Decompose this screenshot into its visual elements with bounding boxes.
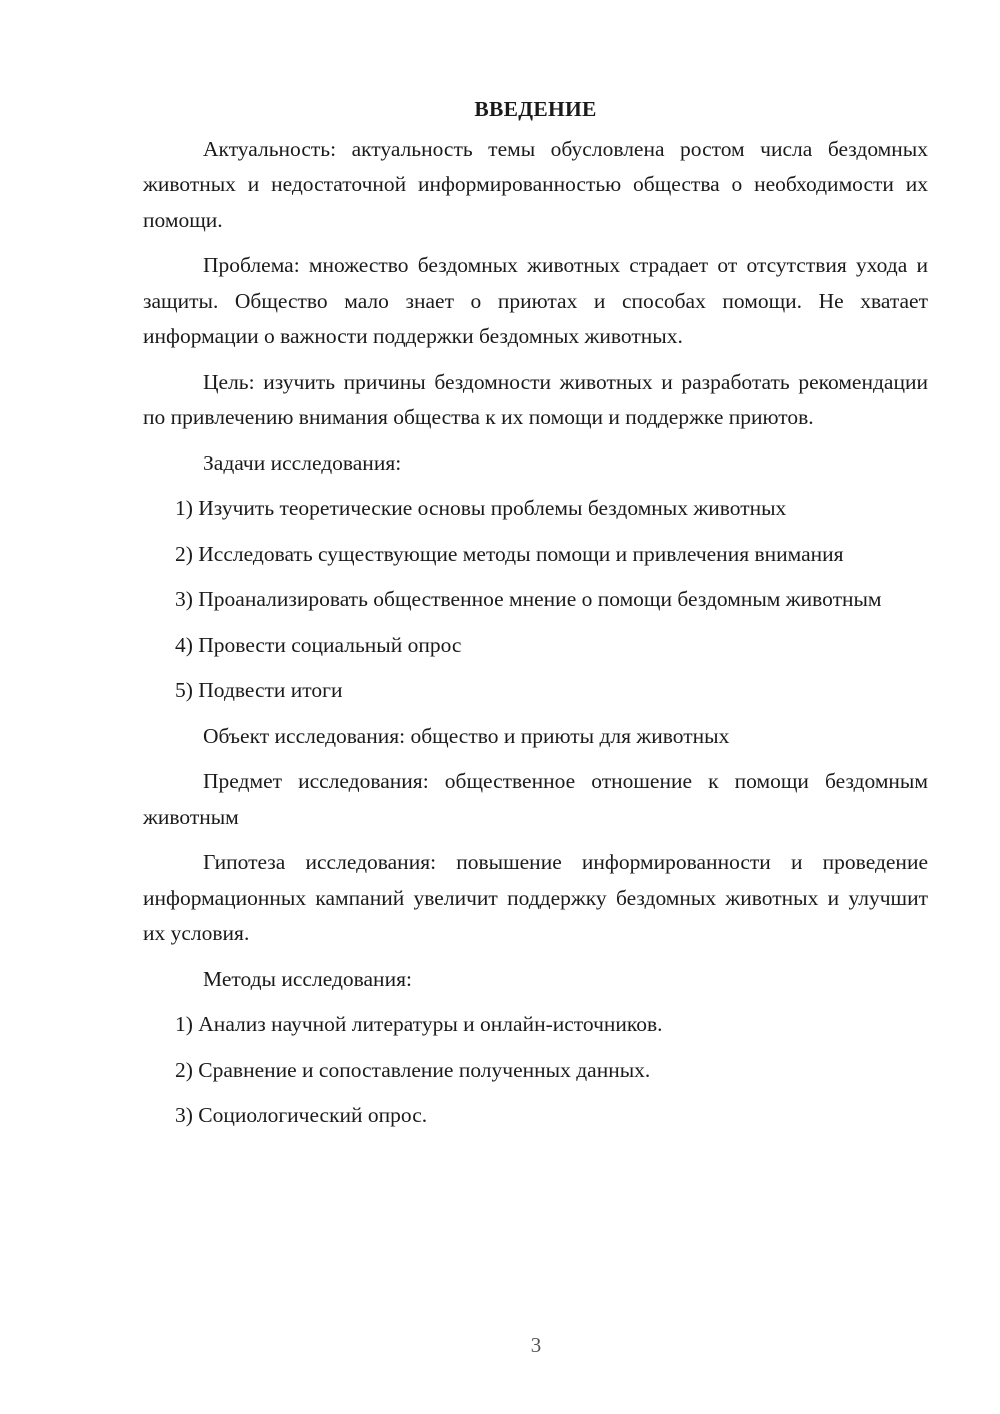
document-page: [143, 92, 928, 1144]
method-item-3: 3) Социологический опрос.: [175, 1103, 428, 1127]
paragraph-problem: Проблема: множество бездомных животных страдает от отсутствия ухода и защиты. Общество мало знает о приютах и способах помощи. Не хватает информации о важности поддержки бездомных животных.: [143, 253, 928, 348]
paragraph-relevance: Актуальность: актуальность темы обусловлена ростом числа бездомных животных и недостаточной информированностью общества о необходимости их помощи.: [143, 136, 928, 232]
section-heading: ВВЕДЕНИЕ: [474, 97, 597, 121]
task-item-4: 4) Провести социальный опрос: [175, 632, 462, 657]
page-number: 3: [530, 1333, 542, 1357]
methods-heading: Методы исследования:: [203, 966, 412, 991]
task-item-2: 2) Исследовать существующие методы помощи и привлечения внимания: [175, 541, 844, 566]
tasks-heading: Задачи исследования:: [203, 450, 402, 475]
paragraph-goal: Цель: изучить причины бездомности животных и разработать рекомендации по привлечению внимания общества к их помощи и поддержке приютов.: [143, 369, 928, 429]
method-item-2: 2) Сравнение и сопоставление полученных данных.: [175, 1057, 651, 1082]
method-item-1: 1) Анализ научной литературы и онлайн-источников.: [175, 1012, 663, 1036]
paragraph-subject: Предмет исследования: общественное отношение к помощи бездомным животным: [143, 769, 928, 829]
paragraph-object: Объект исследования: общество и приюты для животных: [203, 723, 730, 748]
task-item-5: 5) Подвести итоги: [175, 678, 343, 702]
task-item-3: 3) Проанализировать общественное мнение о помощи бездомным животным: [175, 587, 882, 611]
task-item-1: 1) Изучить теоретические основы проблемы бездомных животных: [175, 496, 787, 520]
paragraph-hypothesis: Гипотеза исследования: повышение информированности и проведение информационных кампаний увеличит поддержку бездомных животных и улучшит их условия.: [143, 850, 928, 945]
